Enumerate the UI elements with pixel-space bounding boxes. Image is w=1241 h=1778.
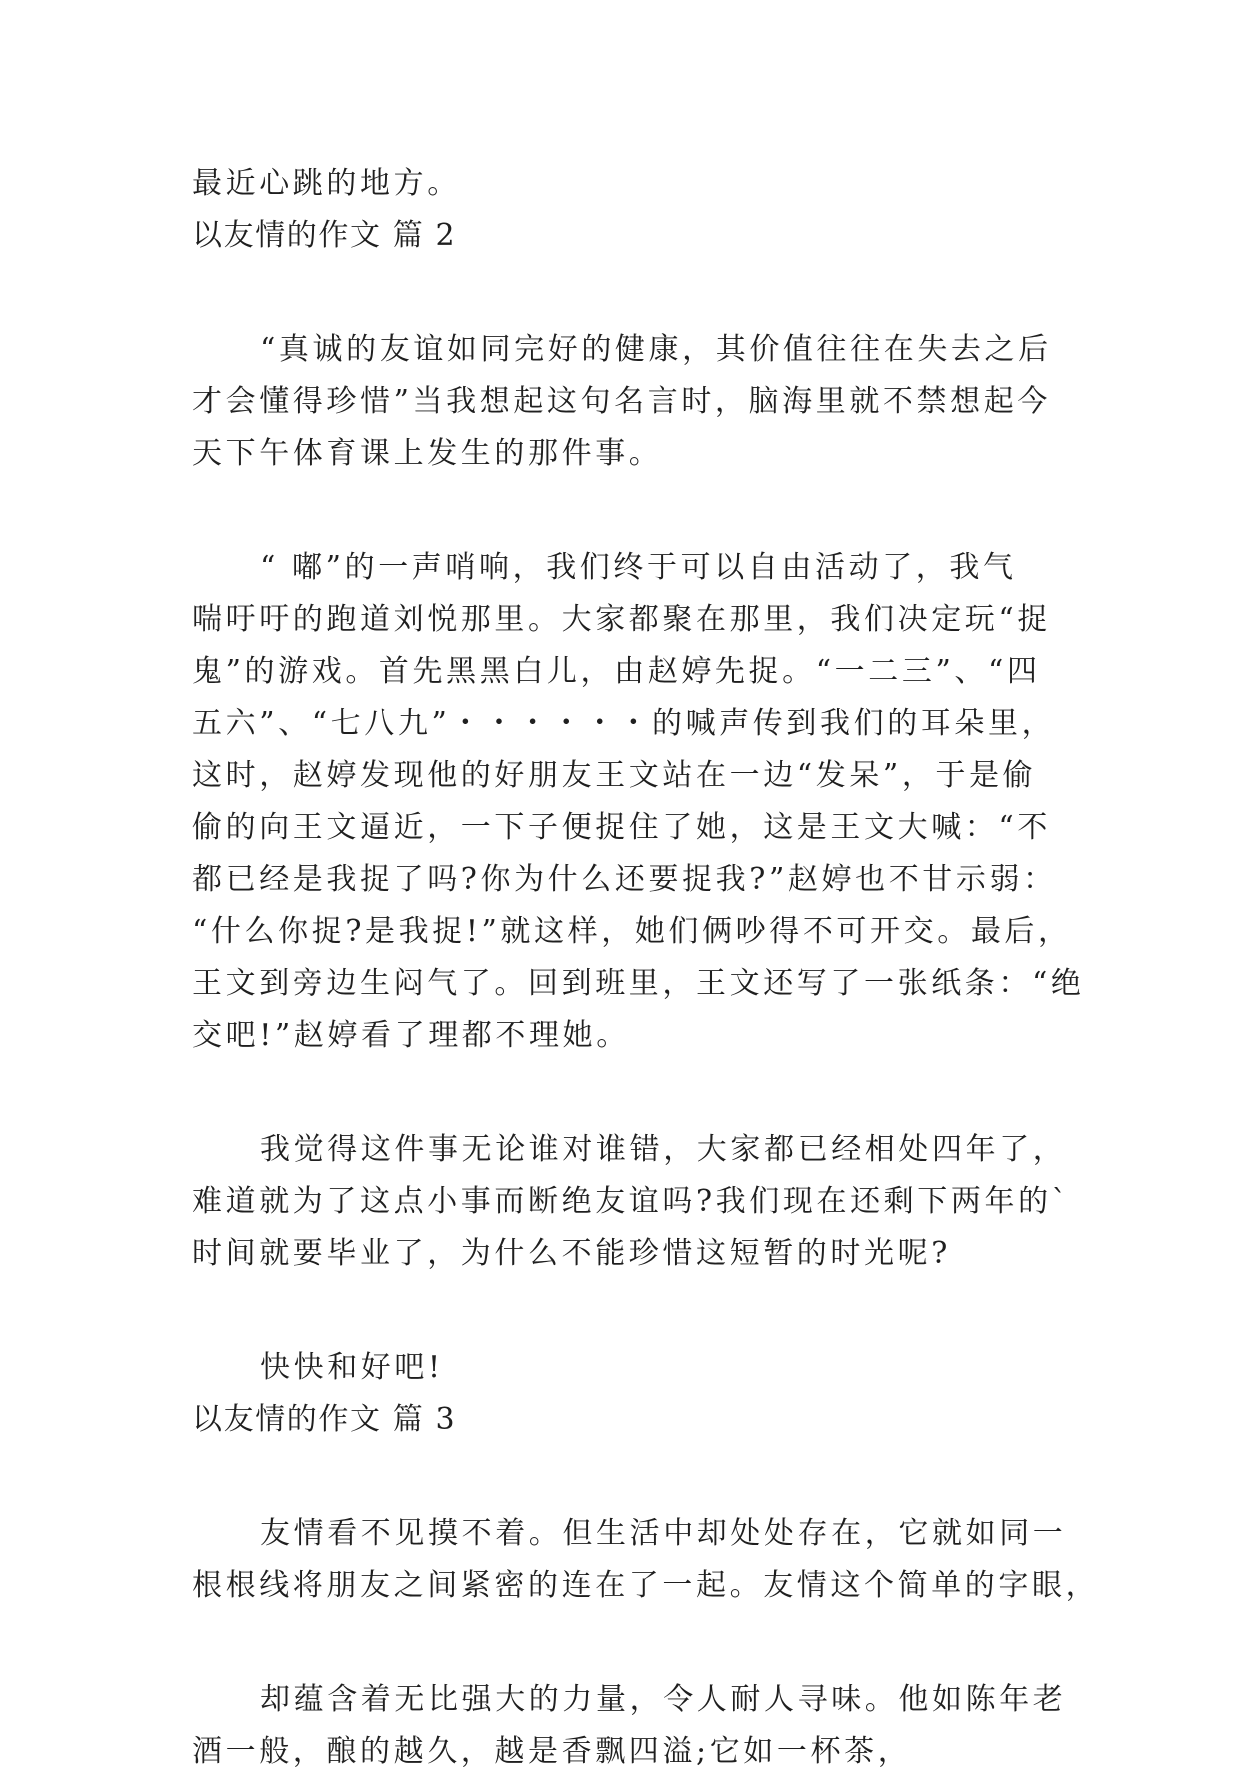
paragraph-line: 我觉得这件事无论谁对谁错，大家都已经相处四年了， <box>260 1132 1067 1167</box>
paragraph-line: 时间就要毕业了，为什么不能珍惜这短暂的时光呢? <box>192 1236 951 1271</box>
paragraph-line: 才会懂得珍惜”当我想起这句名言时，脑海里就不禁想起今 <box>192 384 1051 419</box>
paragraph-line: 交吧!”赵婷看了理都不理她。 <box>192 1018 630 1053</box>
paragraph-line: 却蕴含着无比强大的力量，令人耐人寻味。他如陈年老 <box>260 1682 1067 1717</box>
paragraph-line: 难道就为了这点小事而断绝友谊吗?我们现在还剩下两年的` <box>192 1184 1071 1219</box>
paragraph-line: 王文到旁边生闷气了。回到班里，王文还写了一张纸条：“绝 <box>192 966 1085 1001</box>
paragraph-line: “真诚的友谊如同完好的健康，其价值往往在失去之后 <box>260 332 1052 367</box>
paragraph-line: 天下午体育课上发生的那件事。 <box>192 436 663 471</box>
paragraph-line: 鬼”的游戏。首先黑黑白儿，由赵婷先捉。“一二三”、“四 <box>192 654 1041 689</box>
paragraph-line: “ 嘟”的一声哨响，我们终于可以自由活动了，我气 <box>260 550 1017 585</box>
essay-heading: 以友情的作文 篇 3 <box>192 1402 457 1437</box>
paragraph-line: 快快和好吧! <box>260 1350 444 1385</box>
document-body <box>192 158 1100 1778</box>
text-line: 最近心跳的地方。 <box>192 166 461 201</box>
paragraph-line: 根根线将朋友之间紧密的连在了一起。友情这个简单的字眼， <box>192 1568 1100 1603</box>
paragraph-line: “什么你捉?是我捉!”就这样，她们俩吵得不可开交。最后， <box>192 914 1072 949</box>
paragraph-line: 这时，赵婷发现他的好朋友王文站在一边“发呆”，于是偷 <box>192 758 1037 793</box>
paragraph-line: 友情看不见摸不着。但生活中却处处存在，它就如同一 <box>260 1516 1067 1551</box>
paragraph-line: 五六”、“七八九”・・・・・・的喊声传到我们的耳朵里， <box>192 706 1056 741</box>
paragraph-line: 偷的向王文逼近，一下子便捉住了她，这是王文大喊：“不 <box>192 810 1051 845</box>
paragraph-line: 都已经是我捉了吗?你为什么还要捉我?”赵婷也不甘示弱： <box>192 862 1057 897</box>
essay-heading: 以友情的作文 篇 2 <box>192 218 457 253</box>
paragraph-line: 酒一般，酿的越久，越是香飘四溢;它如一杯茶， <box>192 1734 912 1769</box>
paragraph-line: 喘吁吁的跑道刘悦那里。大家都聚在那里，我们决定玩“捉 <box>192 602 1051 637</box>
